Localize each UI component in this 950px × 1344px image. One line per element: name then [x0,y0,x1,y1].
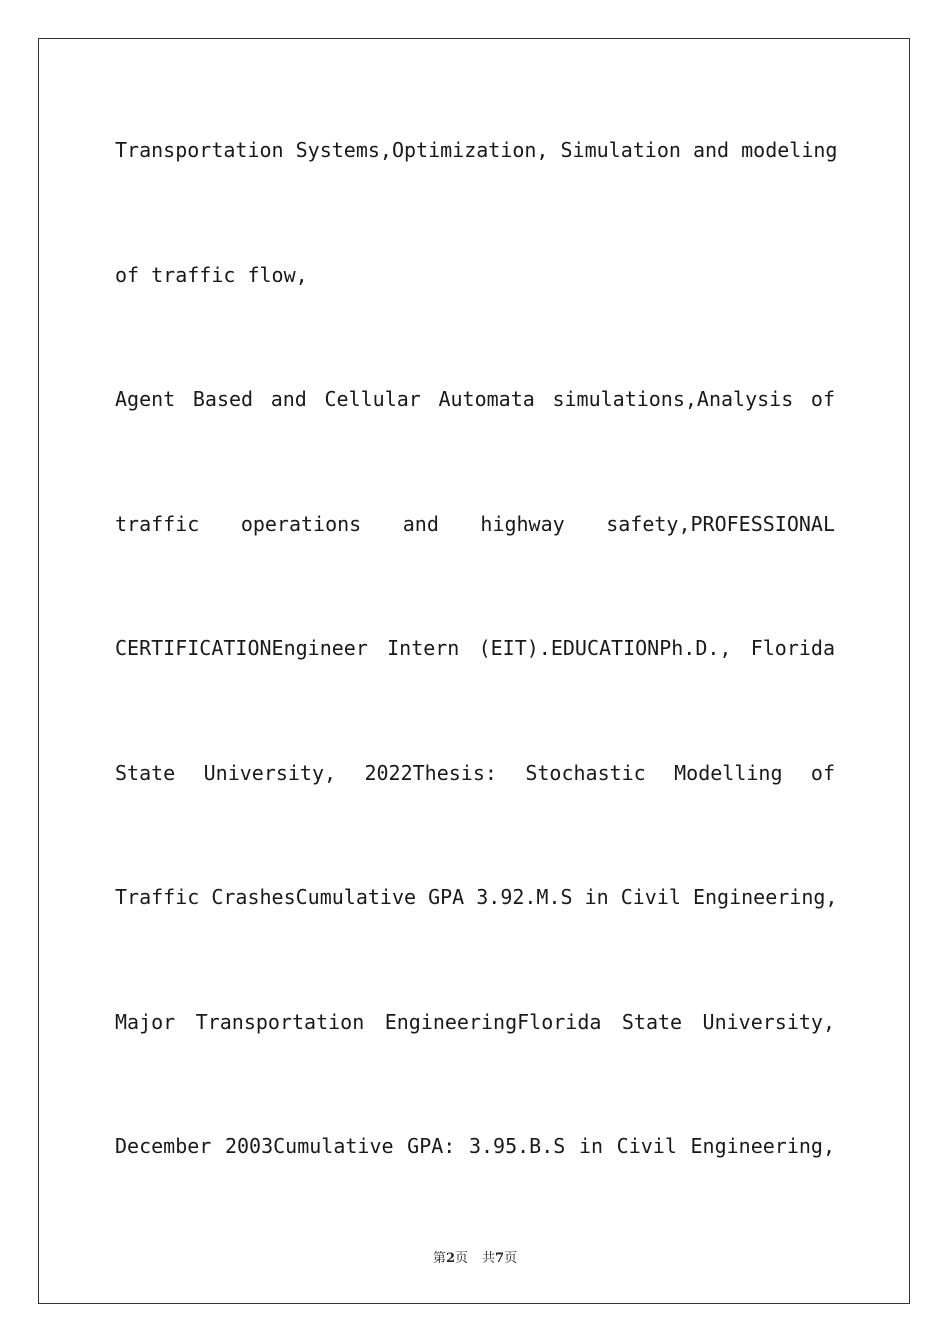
body-line-1: Transportation Systems,Optimization, Simulation and modeling [115,138,838,162]
body-line-8: Major Transportation EngineeringFlorida State University, [115,1009,835,1034]
total-page-count: 7 [495,1251,505,1266]
body-line-4: traffic operations and highway safety,PROFESSIONAL [115,511,835,536]
page-prefix: 第 [432,1251,446,1266]
page-number-footer [0,1247,950,1266]
total-prefix: 共 [482,1251,496,1266]
body-line-5: CERTIFICATIONEngineer Intern (EIT).EDUCATIONPh.D., Florida [115,636,835,660]
total-suffix: 页 [504,1251,518,1266]
body-line-3: Agent Based and Cellular Automata simulations,Analysis of [115,387,835,411]
document-body [115,132,838,1253]
page-suffix: 页 [454,1251,468,1266]
body-line-6: State University, 2022Thesis: Stochastic Modelling of [115,760,835,785]
body-line-7: Traffic CrashesCumulative GPA 3.92.M.S in Civil Engineering, [115,885,838,909]
body-line-9: December 2003Cumulative GPA: 3.95.B.S in Civil Engineering, [115,1134,835,1158]
current-page-number: 2 [445,1251,455,1266]
body-line-2: of traffic flow, [115,262,308,287]
